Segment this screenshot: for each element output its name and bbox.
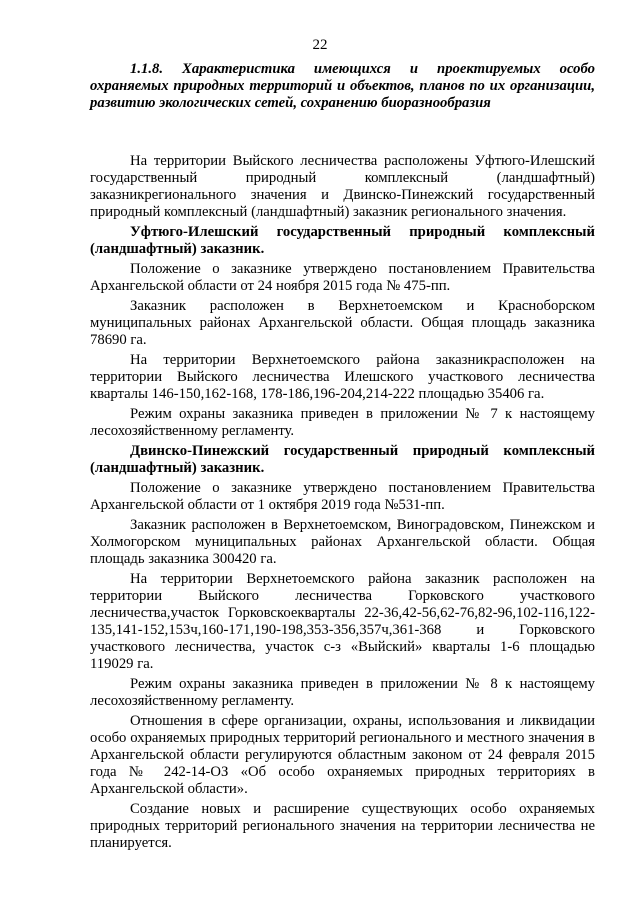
page-content: [90, 61, 595, 855]
paragraph-planning: Создание новых и расширение существующих особо охраняемых природных территорий регионального значения на территории лесничества не планируется.: [90, 801, 595, 851]
paragraph-law: Отношения в сфере организации, охраны, использования и ликвидации особо охраняемых природных территорий регионального и местного значения в Архангельской области регулируются областным законом от 24 февраля 2015 года № 242-14-ОЗ «Об особо охраняемых природных территориях в Архангельской области».: [90, 713, 595, 797]
paragraph-protection-1: Режим охраны заказника приведен в приложении № 7 к настоящему лесохозяйственному регламенту.: [90, 406, 595, 439]
page-number: 22: [312, 37, 328, 53]
section-heading: 1.1.8. Характеристика имеющихся и проектируемых особо охраняемых природных территорий и объектов, планов по их организации, развитию экологических сетей, сохранению биоразнообразия: [90, 61, 595, 111]
paragraph-quarters-2: На территории Верхнетоемского района заказник расположен на территории Выйского лесничества Горковского участкового лесничества,участок Горковскоекварталы 22-36,42-56,62-76,82-96,102-116,122-135,141-152,153ч,160-171,190-198,353-356,357ч,361-368 и Горковского участкового лесничества, участок с-з «Выйский» кварталы 1-6 площадью 119029 га.: [90, 571, 595, 672]
paragraph-protection-2: Режим охраны заказника приведен в приложении № 8 к настоящему лесохозяйственному регламенту.: [90, 676, 595, 709]
reserve-title-dvinsko-pinezhsky: Двинско-Пинежский государственный природный комплексный (ландшафтный) заказник.: [90, 443, 595, 476]
paragraph-regulation-1: Положение о заказнике утверждено постановлением Правительства Архангельской области от 24 ноября 2015 года № 475-пп.: [90, 261, 595, 294]
paragraph-regulation-2: Положение о заказнике утверждено постановлением Правительства Архангельской области от 1 октября 2019 года №531-пп.: [90, 480, 595, 513]
paragraph-location-1: Заказник расположен в Верхнетоемском и Красноборском муниципальных районах Архангельской области. Общая площадь заказника 78690 га.: [90, 298, 595, 348]
reserve-title-uftyugo-ileshsky: Уфтюго-Илешский государственный природный комплексный (ландшафтный) заказник.: [90, 224, 595, 257]
paragraph-quarters-1: На территории Верхнетоемского района заказникрасположен на территории Выйского лесничества Илешского участкового лесничества кварталы 146-150,162-168, 178-186,196-204,214-222 площадью 35406 га.: [90, 352, 595, 402]
paragraph-location-2: Заказник расположен в Верхнетоемском, Виноградовском, Пинежском и Холмогорском муниципальных районах Архангельской области. Общая площадь заказника 300420 га.: [90, 517, 595, 567]
paragraph-intro: На территории Выйского лесничества расположены Уфтюго-Илешский государственный природный комплексный (ландшафтный) заказникрегионального значения и Двинско-Пинежский государственный природный комплексный (ландшафтный) заказник регионального значения.: [90, 153, 595, 220]
